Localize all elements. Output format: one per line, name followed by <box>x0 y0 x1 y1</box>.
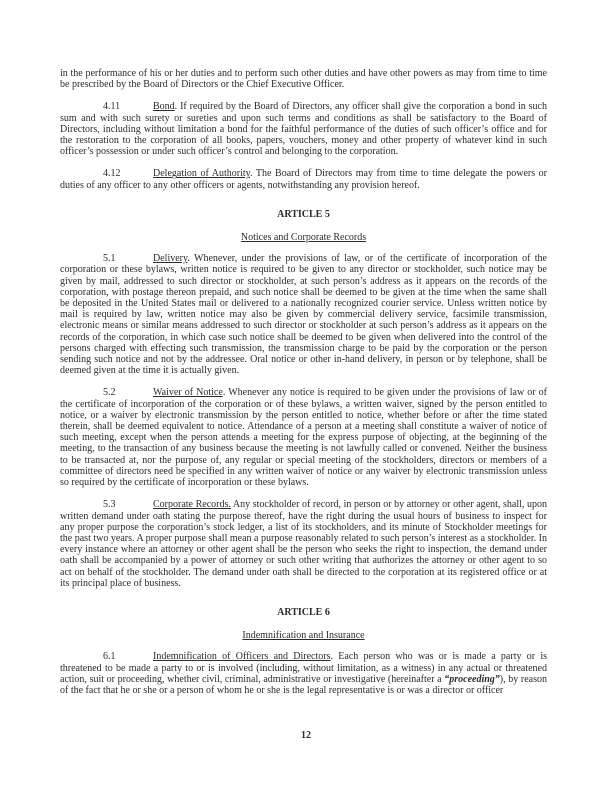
section-6-1-heading: Indemnification of Officers and Directors <box>153 651 331 663</box>
section-6-1-body-pre: . Each person who was or is made a party or is threatened to be made a party to or is involved (including, without limitation, as a witness) in any actual or threatened action, suit or proceeding, whether civil, criminal, administrative or investigative (hereinafter a <box>60 651 548 685</box>
section-4-11-heading: Bond <box>153 101 175 113</box>
section-5-1-number: 5.1 <box>103 253 116 265</box>
section-6-1-defined-term: “proceeding” <box>444 673 500 685</box>
section-5-1-body: . Whenever, under the provisions of law, or of the certificate of incorporation of the corporation or these bylaws, written notice is required to be given to any director or stockholder, such notice may be given by mail, addressed to such director or stockholder, at such person’s address as it appears on the records of the corporation, with postage thereon prepaid, and such notice shall be deemed to be given at the time when the same shall be deposited in the United States mail or delivered to a nationally recognized courier service. Unless written notice by mail is required by law, written notice may also be given by commercial delivery service, facsimile transmission, electronic means or similar means addressed to such director or stockholder at such person’s address as it appears on the records of the corporation, in which case such notice shall be deemed to be given when delivered into the control of the persons charged with effecting such transmission, the transmission charge to be paid by the corporation or the person sending such notice and not by the addressee. Oral notice or other in-hand delivery, in person or by telephone, shall be deemed given at the time it is actually given. <box>60 253 547 377</box>
section-4-12-heading: Delegation of Authority <box>153 168 251 180</box>
section-4-12-body: . The Board of Directors may from time to time delegate the powers or duties of any officer to any other officers or agents, notwithstanding any provision hereof. <box>60 168 548 191</box>
section-5-1 <box>60 253 547 376</box>
section-6-1-number: 6.1 <box>103 651 116 663</box>
section-5-3-heading: Corporate Records. <box>153 499 231 511</box>
section-4-11 <box>60 101 547 157</box>
section-5-2 <box>60 387 547 488</box>
section-5-2-number: 5.2 <box>103 387 116 399</box>
article-6-subtitle: Indemnification and Insurance <box>242 630 365 642</box>
page-content <box>60 68 547 707</box>
section-5-1-heading: Delivery <box>153 253 188 265</box>
paragraph-continuation: in the performance of his or her duties and to perform such other duties and have other powers as may from time to time be prescribed by the Board of Directors or the Chief Executive Officer. <box>60 68 547 91</box>
section-5-3 <box>60 499 547 589</box>
section-6-1-body-post: ), by reason of the fact that he or she or a person of whom he or she is the legal representative is or was a director or officer <box>60 673 547 696</box>
section-4-11-body: . If required by the Board of Directors, any officer shall give the corporation a bond in such sum and with such surety or sureties and upon such terms and conditions as shall be satisfactory to the Board of Directors, including without limitation a bond for the faithful performance of the duties of such officer’s office and for the restoration to the corporation of all books, papers, vouchers, money and other property of whatever kind in such officer’s possession or under such officer’s control and belonging to the corporation. <box>60 101 547 158</box>
page-number: 12 <box>301 730 311 741</box>
section-4-12 <box>60 168 547 190</box>
section-5-3-body: Any stockholder of record, in person or by attorney or other agent, shall, upon written demand under oath stating the purpose thereof, have the right during the usual hours of business to inspect for any proper purpose the corporation’s stock ledger, a list of its stockholders, and its minute of Stockholder meetings for the past two years. A proper purpose shall mean a purpose reasonably related to such person’s interest as a stockholder. In every instance where an attorney or other agent shall be the person who seeks the right to inspection, the demand under oath shall be accompanied by a power of attorney or such other writing that authorizes the attorney or other agent to so act on behalf of the stockholder. The demand under oath shall be directed to the corporation at its registered office or at its principal place of business. <box>60 499 547 589</box>
article-5-title: ARTICLE 5 <box>277 208 330 220</box>
article-5-subtitle: Notices and Corporate Records <box>240 232 367 244</box>
section-4-11-number: 4.11 <box>103 101 121 113</box>
section-5-2-heading: Waiver of Notice <box>153 387 223 399</box>
article-6-title: ARTICLE 6 <box>277 606 330 618</box>
section-4-12-number: 4.12 <box>103 168 121 180</box>
section-5-2-body: . Whenever any notice is required to be given under the provisions of law or of the certificate of incorporation of the corporation or of these bylaws, a written waiver, signed by the person entitled to notice, or a waiver by electronic transmission by the person entitled to notice, whether before or after the time stated therein, shall be deemed equivalent to notice. Attendance of a person at a meeting shall constitute a waiver of notice of such meeting, except when the person attends a meeting for the express purpose of objecting, at the beginning of the meeting, to the transaction of any business because the meeting is not lawfully called or convened. Neither the business to be transacted at, nor the purpose of, any regular or special meeting of the stockholders, directors or members of a committee of directors need be specified in any written waiver of notice or any waiver by electronic transmission unless so required by the certificate of incorporation or these bylaws. <box>60 387 548 489</box>
section-5-3-number: 5.3 <box>103 499 116 511</box>
section-6-1 <box>60 651 547 696</box>
